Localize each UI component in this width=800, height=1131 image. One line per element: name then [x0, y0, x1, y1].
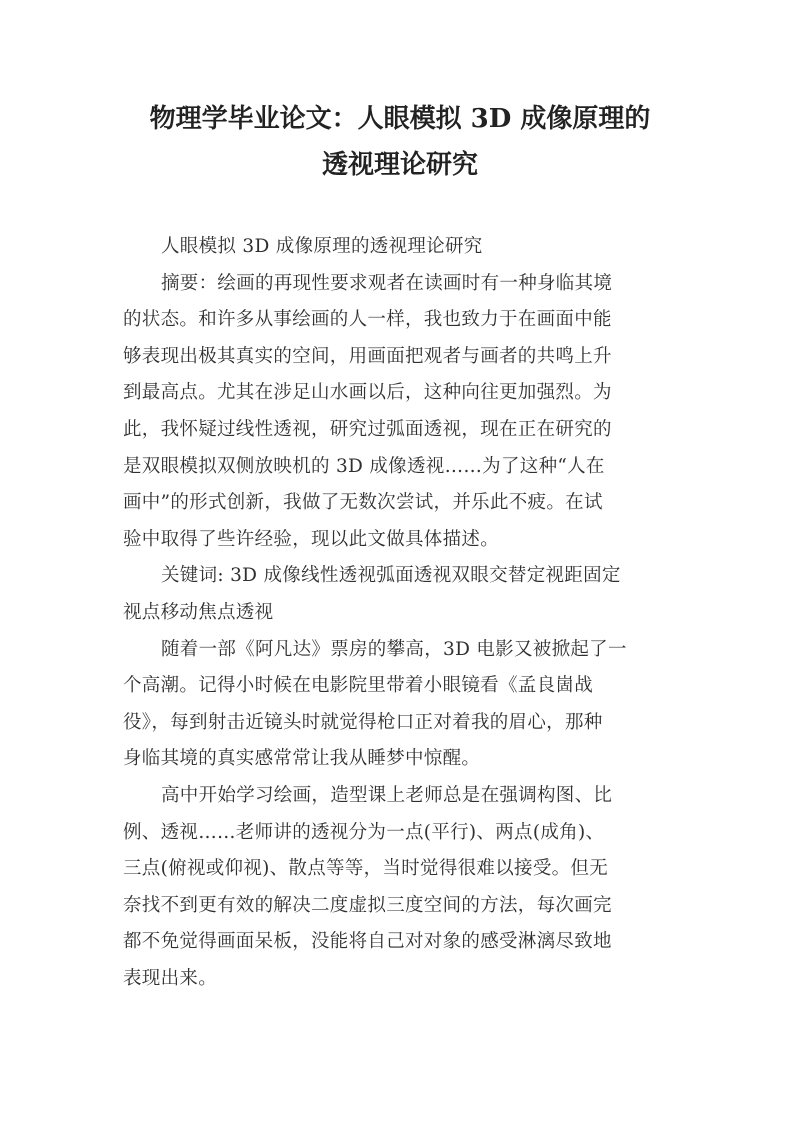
paragraph-line: 例、透视……老师讲的透视分为一点(平行)、两点(成角)、 [123, 821, 605, 843]
paragraph-line: 高中开始学习绘画，造型课上老师总是在强调构图、比 [161, 784, 613, 806]
abstract-line: 此，我怀疑过线性透视，研究过弧面透视，现在正在研究的 [123, 418, 612, 440]
paragraph-line: 身临其境的真实感常常让我从睡梦中惊醒。 [123, 748, 481, 770]
document-body [123, 229, 683, 997]
paragraph-line: 三点(俯视或仰视)、散点等等，当时觉得很难以接受。但无 [123, 858, 609, 880]
keywords-line: 关键词: 3D 成像线性透视弧面透视双眼交替定视距固定 [161, 565, 621, 587]
abstract-line: 到最高点。尤其在涉足山水画以后，这种向往更加强烈。为 [123, 382, 612, 404]
abstract-line: 验中取得了些许经验，现以此文做具体描述。 [123, 528, 500, 550]
document-title [100, 96, 700, 188]
title-line-2: 透视理论研究 [321, 150, 478, 180]
title-line-1: 物理学毕业论文：人眼模拟 3D 成像原理的 [149, 104, 651, 134]
paragraph-line: 个高潮。记得小时候在电影院里带着小眼镜看《孟良崮战 [123, 675, 594, 697]
paragraph-line: 都不免觉得画面呆板，没能将自己对对象的感受淋漓尽致地 [123, 931, 612, 953]
abstract-line: 摘要：绘画的再现性要求观者在读画时有一种身临其境 [161, 272, 613, 294]
abstract-line: 是双眼模拟双侧放映机的 3D 成像透视……为了这种“人在 [123, 455, 605, 477]
paragraph-line: 表现出来。 [123, 967, 218, 989]
keywords-line: 视点移动焦点透视 [123, 601, 274, 623]
abstract-line: 够表现出极其真实的空间，用画面把观者与画者的共鸣上升 [123, 345, 612, 367]
abstract-line: 画中”的形式创新，我做了无数次尝试，并乐此不疲。在试 [123, 492, 603, 514]
paragraph-line: 随着一部《阿凡达》票房的攀高，3D 电影又被掀起了一 [161, 638, 627, 660]
paragraph-line: 役》，每到射击近镜头时就觉得枪口正对着我的眉心，那种 [123, 711, 603, 733]
abstract-line: 的状态。和许多从事绘画的人一样，我也致力于在画面中能 [123, 309, 612, 331]
paragraph-line: 奈找不到更有效的解决二度虚拟三度空间的方法，每次画完 [123, 894, 612, 916]
subtitle-line: 人眼模拟 3D 成像原理的透视理论研究 [161, 236, 483, 257]
